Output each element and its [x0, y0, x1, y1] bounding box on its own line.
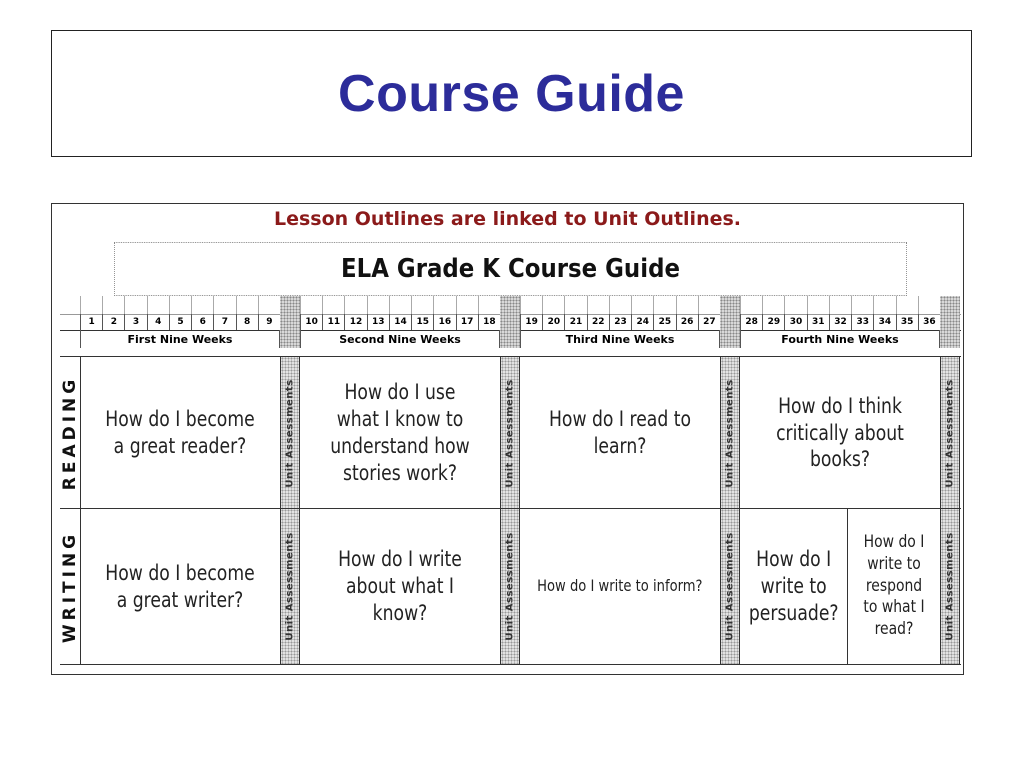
week-tick	[124, 296, 125, 314]
week-tick	[829, 296, 830, 314]
week-tick	[236, 296, 237, 314]
unit-assessments-reading-q4[interactable]: Unit Assessments	[940, 357, 960, 509]
assessment-column-header	[500, 296, 520, 348]
week-tick	[344, 296, 345, 314]
week-number: 29	[762, 314, 784, 330]
week-number: 1	[80, 314, 102, 330]
week-tick	[740, 296, 741, 314]
unit-assessments-writing-q2[interactable]: Unit Assessments	[500, 509, 520, 664]
week-tick	[213, 296, 214, 314]
week-number: 16	[433, 314, 455, 330]
week-number: 5	[169, 314, 191, 330]
week-tick	[433, 296, 434, 314]
week-tick	[762, 296, 763, 314]
week-number: 34	[873, 314, 895, 330]
writing-label: WRITING	[60, 509, 81, 664]
week-number: 24	[631, 314, 653, 330]
week-number: 3	[124, 314, 146, 330]
writing-q2-cell[interactable]: How do I write about what I know?	[338, 547, 462, 625]
week-tick	[918, 296, 919, 314]
week-tick	[102, 296, 103, 314]
week-tick	[191, 296, 192, 314]
week-tick	[851, 296, 852, 314]
assessment-column-header	[720, 296, 740, 348]
week-number: 14	[389, 314, 411, 330]
week-tick	[564, 296, 565, 314]
week-tick	[322, 296, 323, 314]
week-number: 18	[478, 314, 500, 330]
quarter-label: First Nine Weeks	[80, 330, 280, 348]
unit-assessments-writing-q4[interactable]: Unit Assessments	[940, 509, 960, 664]
weeks-header	[60, 296, 961, 354]
reading-row	[60, 356, 961, 509]
week-number: 12	[344, 314, 366, 330]
reading-q4-cell[interactable]: How do I think critically about books?	[776, 393, 904, 472]
week-tick	[147, 296, 148, 314]
week-tick	[478, 296, 479, 314]
week-number: 22	[587, 314, 609, 330]
assessment-column-header	[940, 296, 960, 348]
assessment-column-header	[280, 296, 300, 348]
week-tick	[456, 296, 457, 314]
week-tick	[807, 296, 808, 314]
week-tick	[784, 296, 785, 314]
course-guide-title: ELA Grade K Course Guide	[114, 242, 907, 296]
week-number: 15	[411, 314, 433, 330]
unit-assessments-writing-q1[interactable]: Unit Assessments	[280, 509, 300, 664]
reading-label: READING	[60, 357, 81, 509]
week-number: 27	[698, 314, 720, 330]
week-tick	[676, 296, 677, 314]
lesson-outline-note[interactable]: Lesson Outlines are linked to Unit Outlines.	[273, 208, 742, 230]
unit-assessments-reading-q3[interactable]: Unit Assessments	[720, 357, 740, 509]
week-tick	[609, 296, 610, 314]
week-tick	[389, 296, 390, 314]
week-number: 33	[851, 314, 873, 330]
week-number: 13	[367, 314, 389, 330]
week-tick	[631, 296, 632, 314]
week-tick	[258, 296, 259, 314]
week-number: 23	[609, 314, 631, 330]
week-number: 4	[147, 314, 169, 330]
week-number: 21	[564, 314, 586, 330]
slide-title: Course Guide	[338, 64, 685, 123]
slide-title-box	[51, 30, 972, 157]
week-number: 8	[236, 314, 258, 330]
unit-assessments-reading-q1[interactable]: Unit Assessments	[280, 357, 300, 509]
week-number: 32	[829, 314, 851, 330]
week-number: 19	[520, 314, 542, 330]
week-tick	[520, 296, 521, 314]
quarter-label: Fourth Nine Weeks	[740, 330, 940, 348]
week-tick	[411, 296, 412, 314]
writing-q3-cell[interactable]: How do I write to inform?	[537, 576, 703, 596]
week-tick	[698, 296, 699, 314]
week-number: 6	[191, 314, 213, 330]
quarter-label: Second Nine Weeks	[300, 330, 500, 348]
week-number: 35	[896, 314, 918, 330]
week-tick	[300, 296, 301, 314]
week-number: 26	[676, 314, 698, 330]
week-tick	[542, 296, 543, 314]
week-tick	[169, 296, 170, 314]
week-number: 31	[807, 314, 829, 330]
week-number: 11	[322, 314, 344, 330]
week-number: 2	[102, 314, 124, 330]
week-number: 25	[653, 314, 675, 330]
week-number: 36	[918, 314, 940, 330]
week-number: 28	[740, 314, 762, 330]
quarter-label: Third Nine Weeks	[520, 330, 720, 348]
week-number: 10	[300, 314, 322, 330]
writing-q4b-cell[interactable]: How do I write to respond to what I read?	[863, 532, 925, 640]
writing-row	[60, 508, 961, 665]
course-guide-image	[51, 203, 964, 675]
reading-q3-cell[interactable]: How do I read to learn?	[548, 407, 692, 458]
week-tick	[367, 296, 368, 314]
writing-q4a-cell[interactable]: How do I write to persuade?	[740, 509, 848, 664]
week-tick	[653, 296, 654, 314]
writing-q1-cell[interactable]: How do I become a great writer?	[105, 560, 255, 612]
week-number: 17	[456, 314, 478, 330]
week-tick	[587, 296, 588, 314]
week-number: 30	[784, 314, 806, 330]
week-number: 20	[542, 314, 564, 330]
unit-assessments-writing-q3[interactable]: Unit Assessments	[720, 509, 740, 664]
week-tick	[80, 296, 81, 314]
week-tick	[873, 296, 874, 314]
unit-assessments-reading-q2[interactable]: Unit Assessments	[500, 357, 520, 509]
reading-q2-cell[interactable]: How do I use what I know to understand how stories work?	[330, 380, 470, 485]
week-number: 7	[213, 314, 235, 330]
week-tick	[896, 296, 897, 314]
reading-q1-cell[interactable]: How do I become a great reader?	[105, 407, 255, 458]
week-number: 9	[258, 314, 280, 330]
